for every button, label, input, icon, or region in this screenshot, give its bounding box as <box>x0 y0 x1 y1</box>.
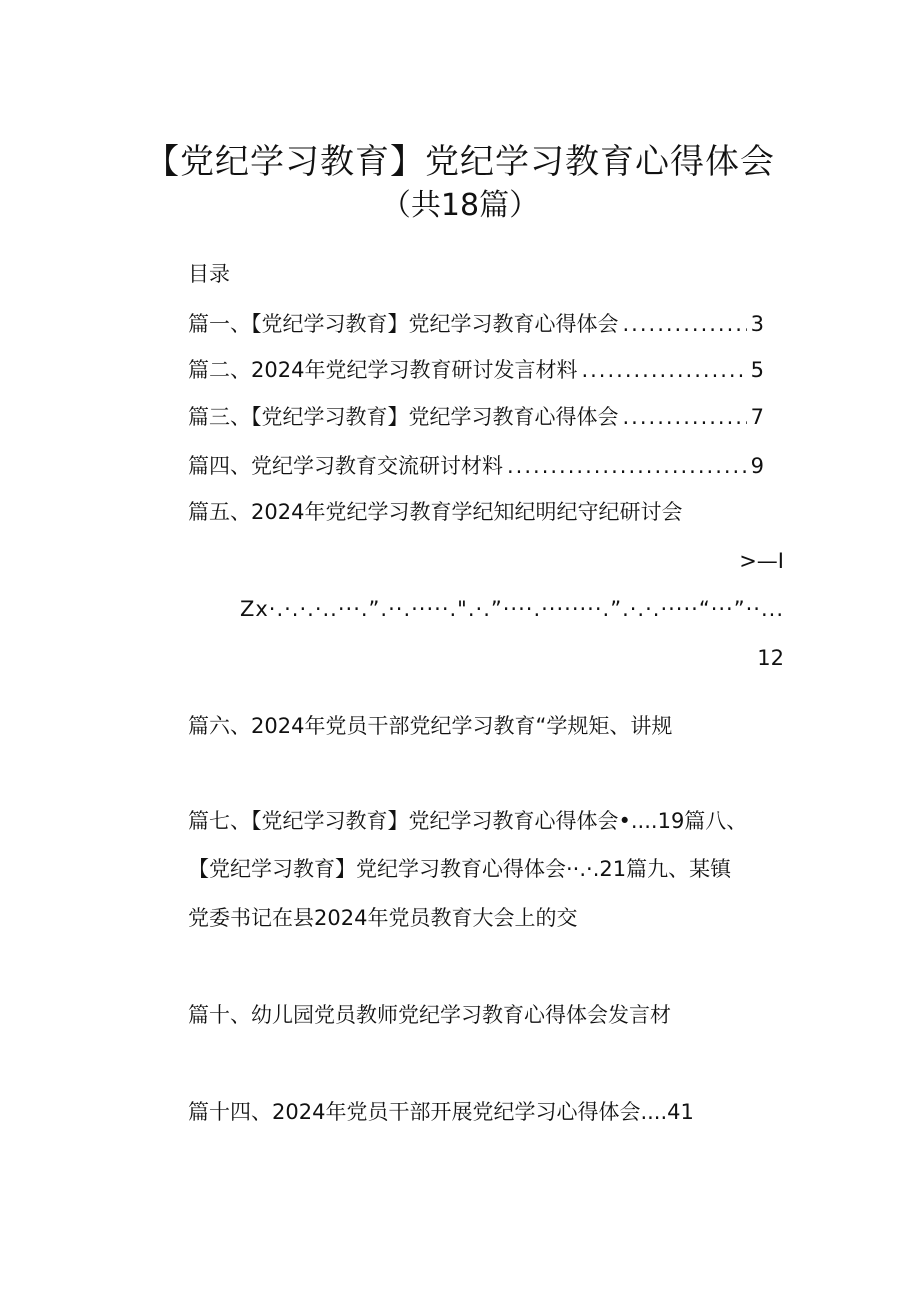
document-subtitle: （共18篇） <box>380 188 540 223</box>
toc-entry-4 <box>188 450 764 480</box>
toc-entry-5-text: 篇五、2024年党纪学习教育学纪知纪明纪守纪研讨会 <box>188 500 683 524</box>
toc-entry-1 <box>188 308 764 338</box>
toc-entry-7-line2: 【党纪学习教育】党纪学习教育心得体会··.·.21篇九、某镇 <box>188 857 732 881</box>
toc-entry-1-text: 篇一、【党纪学习教育】党纪学习教育心得体会 <box>188 312 619 336</box>
leader-dots <box>623 405 747 429</box>
toc-entry-6-text: 篇六、2024年党员干部党纪学习教育“学规矩、讲规 <box>188 714 673 738</box>
document-title: 【党纪学习教育】党纪学习教育心得体会 <box>145 142 775 182</box>
toc-entry-7-line3: 党委书记在县2024年党员教育大会上的交 <box>188 906 578 930</box>
leader-dots <box>623 312 747 336</box>
toc-entry-2-page: 5 <box>750 358 764 382</box>
toc-entry-4-text: 篇四、党纪学习教育交流研讨材料 <box>188 454 503 478</box>
toc-entry-5-garbled-leader: Zx·.·.·.·..···.”.··.·····.".·.”····.········.”.·.·.·····“···”··... <box>239 597 784 621</box>
toc-entry-2 <box>188 354 764 384</box>
toc-entry-5-marker: >—I <box>739 549 784 573</box>
toc-entry-14-text: 篇十四、2024年党员干部开展党纪学习心得体会....41 <box>188 1100 694 1124</box>
toc-entry-3 <box>188 401 764 431</box>
toc-entry-2-text: 篇二、2024年党纪学习教育研讨发言材料 <box>188 358 578 382</box>
toc-entry-7-line1: 篇七、【党纪学习教育】党纪学习教育心得体会•....19篇八、 <box>188 809 748 833</box>
toc-heading: 目录 <box>188 262 230 286</box>
toc-entry-5-page: 12 <box>757 646 784 670</box>
toc-entry-1-page: 3 <box>750 312 764 336</box>
toc-entry-4-page: 9 <box>750 454 764 478</box>
toc-entry-3-page: 7 <box>750 405 764 429</box>
toc-entry-3-text: 篇三、【党纪学习教育】党纪学习教育心得体会 <box>188 405 619 429</box>
leader-dots <box>507 454 747 478</box>
toc-entry-10-text: 篇十、幼儿园党员教师党纪学习教育心得体会发言材 <box>188 1003 671 1027</box>
leader-dots <box>581 358 746 382</box>
